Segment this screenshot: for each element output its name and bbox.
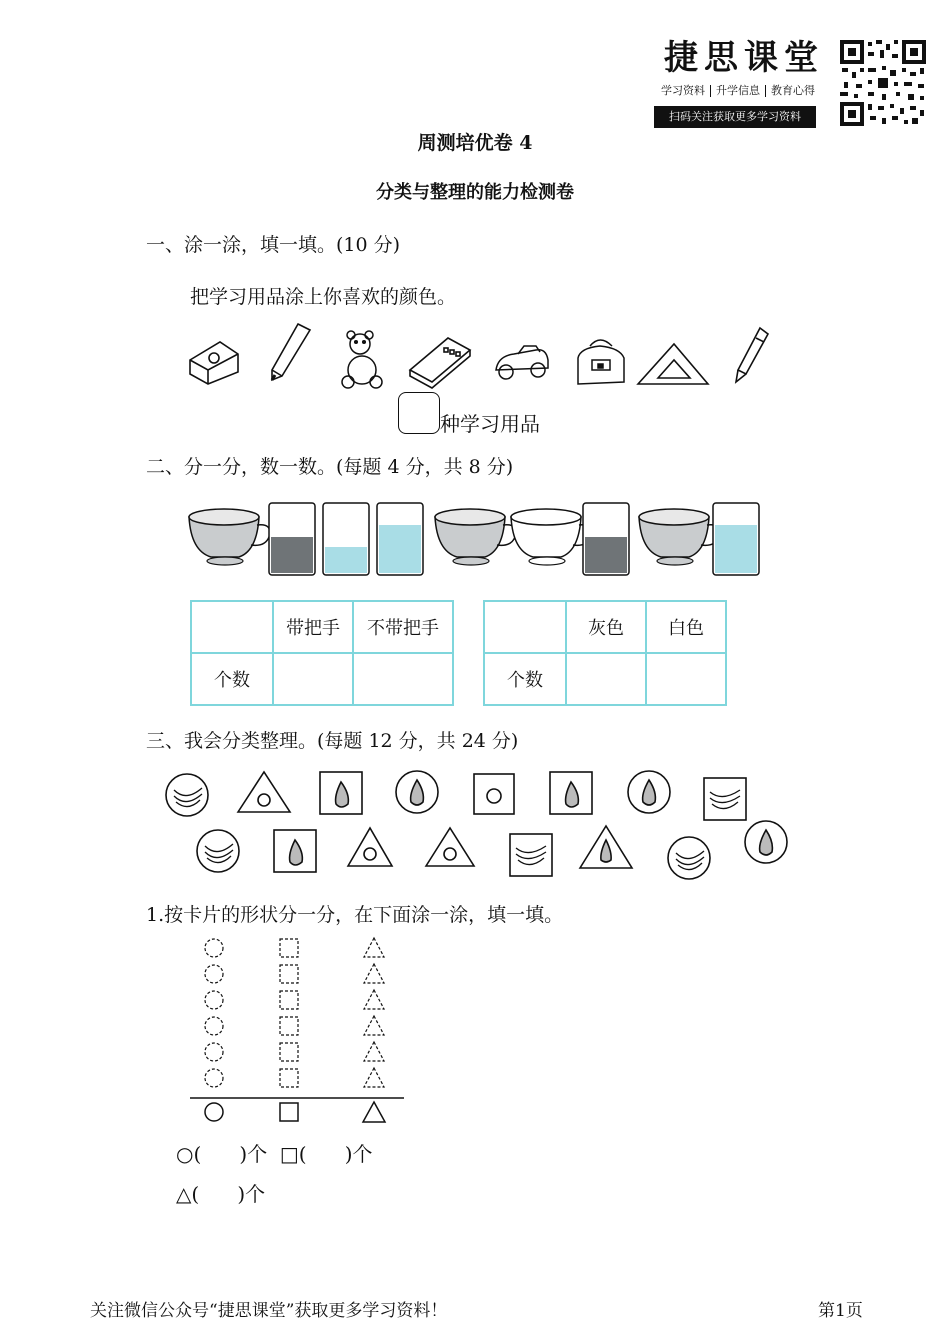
- question-1: 1.按卡片的形状分一分，在下面涂一涂，填一填。: [146, 904, 564, 926]
- triangle-apple-card: [348, 828, 392, 866]
- circle-pear-card: [396, 771, 438, 813]
- shape-chart: [188, 930, 418, 1130]
- section1-heading: 一、涂一涂，填一填。(10 分): [146, 234, 401, 256]
- brand-links: [656, 82, 820, 98]
- cups-glasses-row: [185, 495, 765, 585]
- circle-pear-card: [628, 771, 670, 813]
- cup-grey-icon: [435, 509, 516, 565]
- triangle-label-icon: [363, 1102, 385, 1122]
- cup-white-icon: [511, 509, 592, 565]
- table-header-handle: 带把手: [273, 601, 353, 653]
- circle-banana-card: [197, 830, 239, 872]
- table-row-label: 个数: [484, 653, 566, 705]
- answer-cell[interactable]: [273, 653, 353, 705]
- footer-note: 关注微信公众号“捷思课堂”获取更多学习资料！: [90, 1301, 448, 1321]
- table-header-white: 白色: [646, 601, 726, 653]
- set-square-icon: [638, 344, 708, 384]
- brand-banner: 扫码关注获取更多学习资料: [654, 106, 816, 128]
- dashed-square-column[interactable]: [280, 939, 298, 1087]
- brand-link-school: 升学信息: [711, 85, 766, 97]
- answer-cell[interactable]: [353, 653, 453, 705]
- dashed-triangle-column[interactable]: [364, 938, 384, 1087]
- qr-code-icon: [838, 38, 928, 128]
- square-pear-card: [274, 830, 316, 872]
- triangle-apple-card: [426, 828, 474, 866]
- section2-heading: 二、分一分，数一数。(每题 4 分，共 8 分): [146, 456, 514, 478]
- circle-pear-card: [745, 821, 787, 863]
- pencil-icon: [272, 324, 310, 380]
- color-table: [483, 600, 727, 706]
- answer-suffix: 种学习用品: [440, 412, 540, 436]
- square-label-icon: [280, 1103, 298, 1121]
- square-pear-card: [320, 772, 362, 814]
- fountain-pen-icon: [736, 328, 768, 382]
- circle-banana-card: [166, 774, 208, 816]
- table-row-label: 个数: [191, 653, 273, 705]
- square-apple-card: [474, 774, 514, 814]
- square-banana-card: [704, 778, 746, 820]
- triangle-apple-card: [238, 772, 290, 812]
- handle-table: [190, 600, 454, 706]
- cup-grey-icon: [189, 509, 270, 565]
- glass-dark-icon: [583, 503, 629, 575]
- brand-link-education: 教育心得: [771, 85, 815, 97]
- schoolbag-icon: [578, 340, 624, 384]
- triangle-pear-card: [580, 826, 632, 868]
- section1-instruction: 把学习用品涂上你喜欢的颜色。: [190, 286, 457, 308]
- brand-title: 捷思课堂: [664, 38, 824, 78]
- count-circle-square[interactable]: ○( )个 □( )个: [176, 1142, 373, 1166]
- count-triangle[interactable]: △( )个: [176, 1182, 266, 1206]
- brand-link-study: 学习资料: [656, 85, 711, 97]
- teddy-bear-icon: [342, 331, 382, 388]
- fruit-cards: [160, 760, 800, 890]
- answer-cell[interactable]: [646, 653, 726, 705]
- circle-banana-card: [668, 837, 710, 879]
- section3-heading: 三、我会分类整理。(每题 12 分，共 24 分): [146, 730, 519, 752]
- glass-light-icon: [377, 503, 423, 575]
- circle-label-icon: [205, 1103, 223, 1121]
- items-row: [180, 320, 780, 400]
- answer-cell[interactable]: [566, 653, 646, 705]
- table-cell: [191, 601, 273, 653]
- paper-subtitle: 分类与整理的能力检测卷: [376, 182, 574, 203]
- book-icon: [410, 338, 470, 388]
- glass-light-icon: [713, 503, 759, 575]
- glass-dark-icon: [269, 503, 315, 575]
- cup-grey-icon: [639, 509, 720, 565]
- square-banana-card: [510, 834, 552, 876]
- answer-box[interactable]: [398, 392, 440, 434]
- table-header-no-handle: 不带把手: [353, 601, 453, 653]
- glass-light-icon: [323, 503, 369, 575]
- dashed-circle-column[interactable]: [205, 939, 223, 1087]
- square-pear-card: [550, 772, 592, 814]
- page-number: 第1页: [818, 1301, 863, 1321]
- toy-car-icon: [496, 346, 548, 379]
- table-cell: [484, 601, 566, 653]
- sharpener-icon: [190, 342, 238, 384]
- table-header-grey: 灰色: [566, 601, 646, 653]
- paper-title: 周测培优卷 4: [417, 132, 533, 154]
